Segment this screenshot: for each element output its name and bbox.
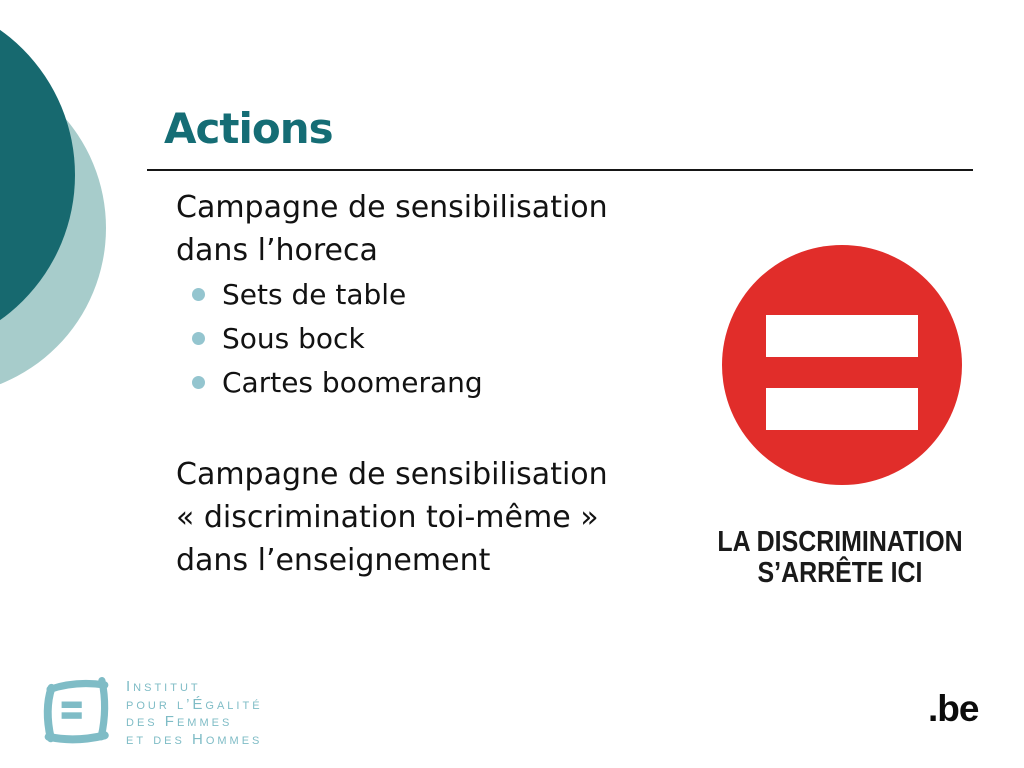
bullet-list	[192, 272, 483, 404]
be-logo: .be	[928, 688, 979, 729]
paragraph-line: Campagne de sensibilisation	[176, 457, 608, 492]
list-item	[192, 316, 483, 360]
list-item	[192, 272, 483, 316]
stop-sign-caption	[694, 527, 986, 589]
bullet-dot-icon	[192, 376, 205, 389]
paragraph-line: « discrimination toi-même »	[176, 500, 599, 535]
bullet-text: Sous bock	[222, 321, 365, 355]
bullet-dot-icon	[192, 288, 205, 301]
equals-stop-sign-icon	[722, 245, 962, 485]
equality-frame-icon	[40, 670, 112, 746]
institute-logo	[40, 670, 263, 748]
equals-bar-top	[766, 315, 918, 357]
stop-caption-line: S’ARRÊTE ICI	[757, 557, 923, 589]
institute-logo-line: et des Hommes	[126, 730, 263, 748]
list-item	[192, 360, 483, 404]
slide-title: Actions	[164, 104, 333, 153]
bullet-text: Sets de table	[222, 277, 407, 311]
institute-logo-line: des Femmes	[126, 713, 233, 730]
equals-bar-bottom	[766, 388, 918, 430]
institute-logo-line: pour l’Égalité	[126, 695, 263, 713]
paragraph-enseignement	[176, 453, 608, 582]
institute-logo-line: Institut	[126, 678, 201, 695]
bullet-dot-icon	[192, 332, 205, 345]
paragraph-line: Campagne de sensibilisation	[176, 190, 608, 225]
paragraph-horeca	[176, 186, 608, 272]
bullet-text: Cartes boomerang	[222, 365, 483, 399]
institute-logo-text	[126, 678, 263, 748]
paragraph-line: dans l’horeca	[176, 233, 378, 268]
title-divider	[147, 169, 973, 171]
paragraph-line: dans l’enseignement	[176, 543, 491, 578]
stop-caption-line: LA DISCRIMINATION	[717, 526, 963, 558]
